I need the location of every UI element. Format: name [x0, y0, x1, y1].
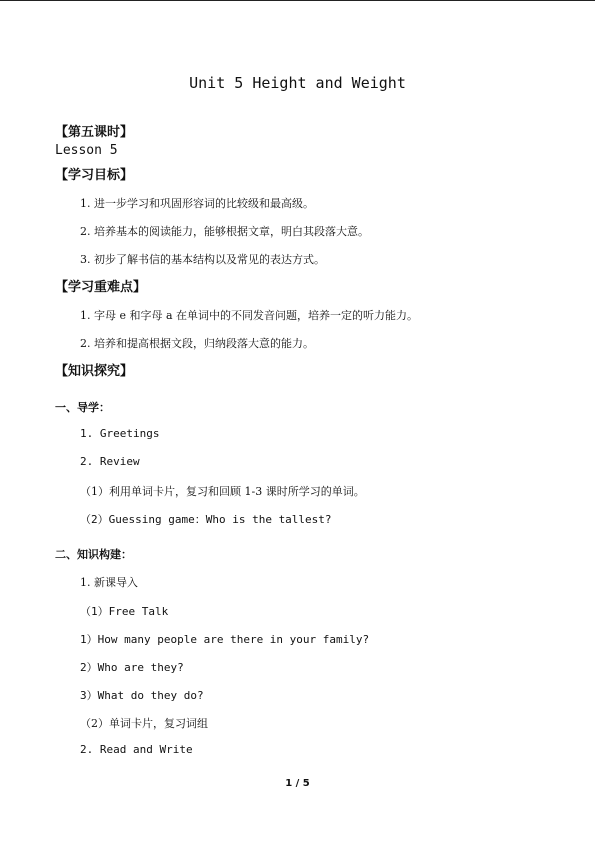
section2-item-6: （2）单词卡片，复习词组 [80, 717, 208, 730]
page-indicator: 1 / 5 [285, 778, 310, 789]
lesson-name: Lesson 5 [55, 143, 118, 158]
lesson-heading: 【第五课时】 [55, 125, 134, 140]
objectives-heading: 【学习目标】 [55, 168, 134, 183]
keypoints-heading: 【学习重难点】 [55, 280, 147, 295]
objective-item-3: 3. 初步了解书信的基本结构以及常见的表达方式。 [80, 253, 325, 266]
section2-item-2: （1）Free Talk [80, 605, 169, 618]
section1-item-4: （2）Guessing game：Who is the tallest? [80, 513, 332, 526]
section2-heading: 二、知识构建： [55, 548, 132, 561]
keypoint-item-1: 1. 字母 e 和字母 a 在单词中的不同发音问题，培养一定的听力能力。 [80, 309, 419, 322]
section1-heading: 一、导学： [55, 401, 110, 414]
explore-heading: 【知识探究】 [55, 364, 134, 379]
section1-item-1: 1. Greetings [80, 427, 160, 440]
page-top-rule [0, 0, 595, 1]
keypoint-item-2: 2. 培养和提高根据文段，归纳段落大意的能力。 [80, 337, 314, 350]
section2-item-4: 2）Who are they? [80, 661, 184, 674]
section1-item-2: 2. Review [80, 455, 140, 468]
objective-item-2: 2. 培养基本的阅读能力，能够根据文章，明白其段落大意。 [80, 225, 369, 238]
section2-item-5: 3）What do they do? [80, 689, 204, 702]
section2-item-7: 2. Read and Write [80, 743, 193, 756]
section2-item-1: 1. 新课导入 [80, 576, 138, 589]
section1-item-3: （1）利用单词卡片，复习和回顾 1-3 课时所学习的单词。 [80, 485, 365, 498]
document-title: Unit 5 Height and Weight [189, 74, 406, 92]
objective-item-1: 1. 进一步学习和巩固形容词的比较级和最高级。 [80, 197, 314, 210]
section2-item-3: 1）How many people are there in your family? [80, 633, 370, 646]
